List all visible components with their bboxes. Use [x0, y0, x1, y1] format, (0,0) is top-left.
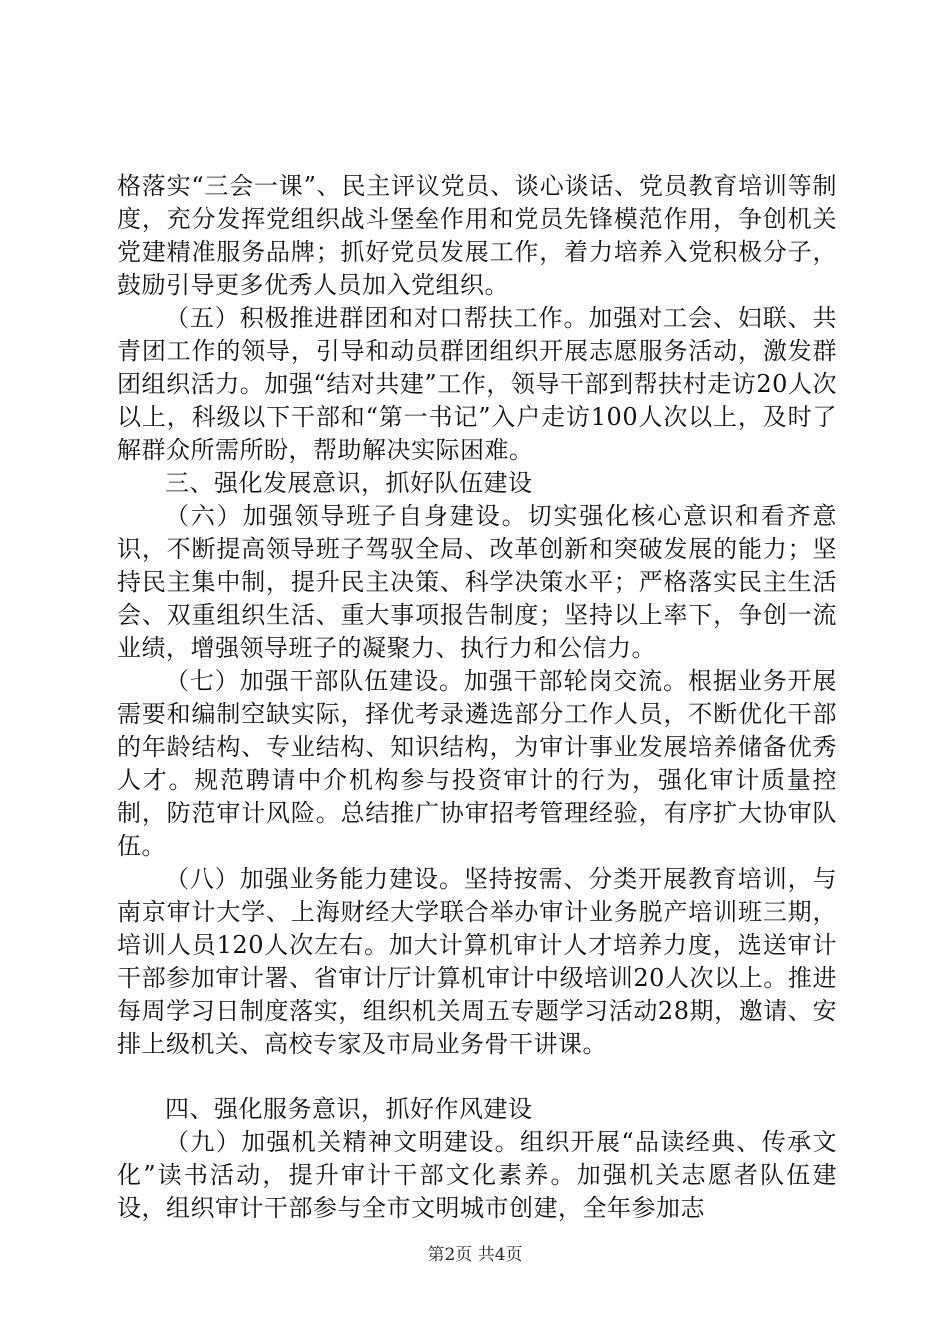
section-heading-3: 三、强化发展意识，抓好队伍建设 [165, 469, 533, 497]
paragraph-item-7: （七）加强干部队伍建设。加强干部轮岗交流。根据业务开展需要和编制空缺实际，择优考录遴选部分工作人员，不断优化干部的年龄结构、专业结构、知识结构，为审计事业发展培养储备优秀人才。规范聘请中介机构参与投资审计的行为，强化审计质量控制，防范审计风险。总结推广协审招考管理经验，有序扩大协审队伍。 [117, 667, 837, 860]
document-body [117, 170, 837, 1225]
paragraph-continuation: 格落实“三会一课”、民主评议党员、谈心谈话、党员教育培训等制度，充分发挥党组织战斗堡垒作用和党员先锋模范作用，争创机关党建精准服务品牌；抓好党员发展工作，着力培养入党积极分子，鼓励引导更多优秀人员加入党组织。 [117, 172, 837, 299]
paragraph-item-9: （九）加强机关精神文明建设。组织开展“品读经典、传承文化”读书活动，提升审计干部文化素养。加强机关志愿者队伍建设，组织审计干部参与全市文明城市创建，全年参加志 [117, 1128, 837, 1222]
paragraph-item-5: （五）积极推进群团和对口帮扶工作。加强对工会、妇联、共青团工作的领导，引导和动员群团组织开展志愿服务活动，激发群团组织活力。加强“结对共建”工作，领导干部到帮扶村走访20人次以上，科级以下干部和“第一书记”入户走访100人次以上，及时了解群众所需所盼，帮助解决实际困难。 [117, 304, 837, 464]
paragraph-item-8: （八）加强业务能力建设。坚持按需、分类开展教育培训，与南京审计大学、上海财经大学联合举办审计业务脱产培训班三期，培训人员120人次左右。加大计算机审计人才培养力度，选送审计干部参加审计署、省审计厅计算机审计中级培训20人次以上。推进每周学习日制度落实，组织机关周五专题学习活动28期，邀请、安排上级机关、高校专家及市局业务骨干讲课。 [117, 865, 837, 1058]
section-heading-4: 四、强化服务意识，抓好作风建设 [165, 1095, 533, 1123]
page-number-footer: 第2页 共4页 [427, 1245, 523, 1265]
paragraph-item-6: （六）加强领导班子自身建设。切实强化核心意识和看齐意识，不断提高领导班子驾驭全局、改革创新和突破发展的能力；坚持民主集中制，提升民主决策、科学决策水平；严格落实民主生活会、双重组织生活、重大事项报告制度；坚持以上率下，争创一流业绩，增强领导班子的凝聚力、执行力和公信力。 [117, 502, 837, 662]
